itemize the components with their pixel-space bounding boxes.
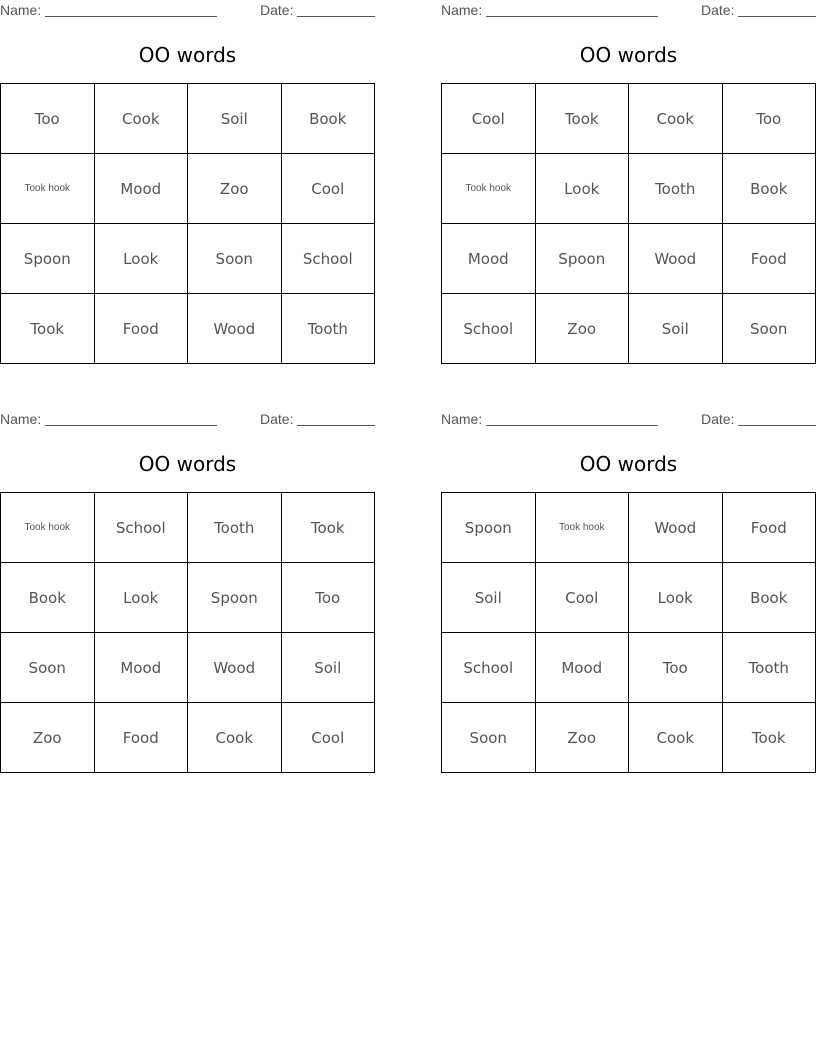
- grid-cell: School: [282, 224, 376, 294]
- grid-cell: Book: [723, 154, 816, 224]
- date-label: Date:: [701, 2, 735, 18]
- grid-cell: Tooth: [282, 294, 376, 364]
- grid-cell: Mood: [95, 154, 189, 224]
- grid-cell: Look: [629, 563, 723, 633]
- grid-cell: Food: [723, 493, 816, 563]
- grid-cell: Zoo: [536, 294, 630, 364]
- date-blank-line: [738, 425, 816, 426]
- grid-cell: Cool: [282, 703, 376, 773]
- grid-cell: Tooth: [188, 493, 282, 563]
- name-blank-line: [45, 16, 217, 17]
- grid-cell: Wood: [629, 224, 723, 294]
- card-title: OO words: [579, 43, 678, 67]
- word-grid: [441, 83, 816, 364]
- grid-cell: Zoo: [536, 703, 630, 773]
- grid-cell: Food: [723, 224, 816, 294]
- grid-cell: Mood: [442, 224, 536, 294]
- grid-cell: Look: [95, 224, 189, 294]
- grid-cell: Took hook: [442, 154, 536, 224]
- grid-cell: Mood: [95, 633, 189, 703]
- grid-cell: School: [95, 493, 189, 563]
- grid-cell: School: [442, 633, 536, 703]
- grid-cell: Soon: [442, 703, 536, 773]
- grid-cell: Spoon: [188, 563, 282, 633]
- word-grid: [0, 492, 375, 773]
- grid-cell: Cook: [629, 703, 723, 773]
- grid-cell: Cool: [536, 563, 630, 633]
- grid-cell: Wood: [629, 493, 723, 563]
- grid-cell: Wood: [188, 294, 282, 364]
- date-label: Date:: [260, 411, 294, 427]
- grid-cell: Book: [1, 563, 95, 633]
- word-grid: [0, 83, 375, 364]
- grid-cell: Mood: [536, 633, 630, 703]
- grid-cell: Book: [723, 563, 816, 633]
- grid-cell: Too: [723, 84, 816, 154]
- card-header: [0, 2, 375, 18]
- grid-cell: Soil: [282, 633, 376, 703]
- date-blank-line: [297, 16, 375, 17]
- grid-cell: Cook: [629, 84, 723, 154]
- date-blank-line: [297, 425, 375, 426]
- grid-cell: Spoon: [536, 224, 630, 294]
- card-title: OO words: [579, 452, 678, 476]
- grid-cell: Soon: [723, 294, 816, 364]
- grid-cell: Soil: [442, 563, 536, 633]
- grid-cell: Took: [723, 703, 816, 773]
- grid-cell: Cool: [442, 84, 536, 154]
- grid-cell: Took hook: [1, 154, 95, 224]
- grid-cell: School: [442, 294, 536, 364]
- card-title: OO words: [138, 43, 237, 67]
- grid-cell: Look: [95, 563, 189, 633]
- card-header: [0, 411, 375, 427]
- grid-cell: Zoo: [188, 154, 282, 224]
- grid-cell: Too: [1, 84, 95, 154]
- grid-cell: Took hook: [536, 493, 630, 563]
- grid-cell: Too: [629, 633, 723, 703]
- grid-cell: Spoon: [1, 224, 95, 294]
- grid-cell: Soon: [1, 633, 95, 703]
- grid-cell: Cook: [188, 703, 282, 773]
- grid-cell: Took: [536, 84, 630, 154]
- bingo-card-4: [441, 409, 816, 774]
- name-label: Name:: [0, 411, 42, 427]
- grid-cell: Soil: [629, 294, 723, 364]
- grid-cell: Soil: [188, 84, 282, 154]
- grid-cell: Tooth: [629, 154, 723, 224]
- grid-cell: Took hook: [1, 493, 95, 563]
- card-title: OO words: [138, 452, 237, 476]
- name-label: Name:: [0, 2, 42, 18]
- name-blank-line: [486, 425, 658, 426]
- grid-cell: Spoon: [442, 493, 536, 563]
- grid-cell: Zoo: [1, 703, 95, 773]
- grid-cell: Cool: [282, 154, 376, 224]
- name-label: Name:: [441, 411, 483, 427]
- grid-cell: Took: [282, 493, 376, 563]
- card-header: [441, 2, 816, 18]
- grid-cell: Cook: [95, 84, 189, 154]
- grid-cell: Book: [282, 84, 376, 154]
- card-header: [441, 411, 816, 427]
- date-blank-line: [738, 16, 816, 17]
- name-label: Name:: [441, 2, 483, 18]
- date-label: Date:: [701, 411, 735, 427]
- grid-cell: Tooth: [723, 633, 816, 703]
- word-grid: [441, 492, 816, 773]
- bingo-card-3: [0, 409, 375, 774]
- bingo-card-1: [0, 0, 375, 365]
- date-label: Date:: [260, 2, 294, 18]
- grid-cell: Wood: [188, 633, 282, 703]
- grid-cell: Food: [95, 703, 189, 773]
- name-blank-line: [45, 425, 217, 426]
- grid-cell: Soon: [188, 224, 282, 294]
- grid-cell: Took: [1, 294, 95, 364]
- name-blank-line: [486, 16, 658, 17]
- bingo-card-2: [441, 0, 816, 365]
- grid-cell: Look: [536, 154, 630, 224]
- grid-cell: Food: [95, 294, 189, 364]
- grid-cell: Too: [282, 563, 376, 633]
